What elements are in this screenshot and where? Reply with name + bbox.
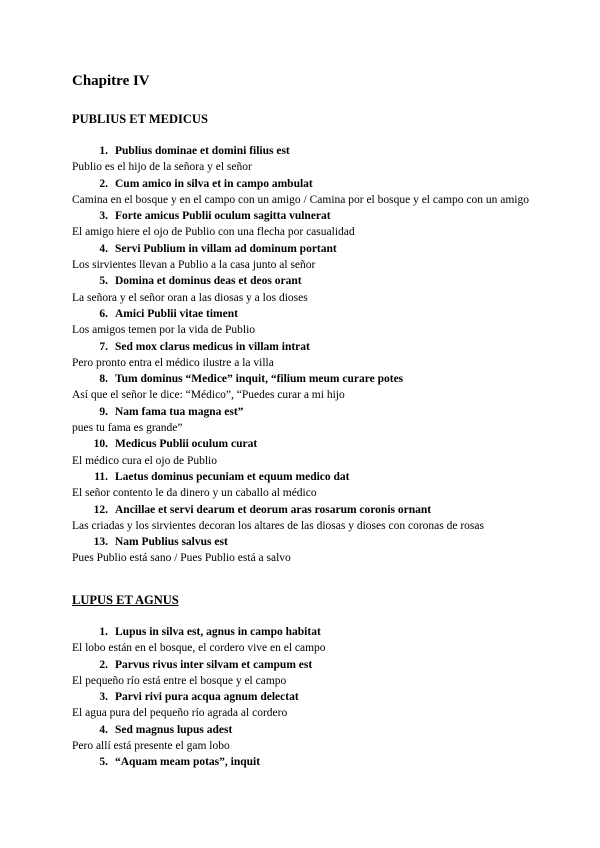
list-item: [72, 469, 532, 502]
item-number: 11.: [94, 470, 108, 483]
latin-sentence: [72, 436, 532, 452]
list-item: [72, 404, 532, 437]
publius-item-list: [72, 143, 532, 567]
latin-sentence: [72, 208, 532, 224]
latin-text: Medicus Publii oculum curat: [115, 438, 258, 451]
section-title-lupus: LUPUS ET AGNUS: [72, 593, 179, 607]
latin-text: Laetus dominus pecuniam et equum medico dat: [115, 470, 350, 483]
item-number: 10.: [93, 438, 108, 451]
latin-sentence: [72, 176, 532, 192]
latin-text: Nam Publius salvus est: [115, 536, 228, 549]
spanish-translation: Camina en el bosque y en el campo con un amigo / Camina por el bosque y el campo con un amigo: [72, 193, 530, 206]
list-item: [72, 534, 532, 567]
item-number: 6.: [99, 307, 108, 320]
latin-sentence: [72, 306, 532, 322]
latin-sentence: [72, 469, 532, 485]
item-number: 9.: [99, 405, 108, 418]
latin-text: Parvi rivi pura acqua agnum delectat: [115, 691, 299, 704]
list-item: [72, 689, 532, 722]
latin-text: Ancillae et servi dearum et deorum aras rosarum coronis ornant: [115, 503, 432, 516]
item-number: 7.: [99, 340, 108, 353]
item-number: 3.: [99, 691, 108, 704]
spanish-translation: Las criadas y los sirvientes decoran los altares de las diosas y dioses con coronas de rosas: [72, 519, 484, 532]
latin-text: Nam fama tua magna est”: [115, 405, 244, 418]
spanish-translation: Así que el señor le dice: “Médico”, “Puedes curar a mi hijo: [72, 389, 345, 402]
latin-sentence: [72, 624, 532, 640]
list-item: [72, 143, 532, 176]
item-number: 5.: [99, 275, 108, 288]
item-number: 4.: [99, 242, 108, 255]
list-item: [72, 754, 532, 770]
section-title-publius: PUBLIUS ET MEDICUS: [72, 112, 208, 126]
spanish-translation: La señora y el señor oran a las diosas y a los dioses: [72, 291, 308, 304]
spanish-translation: Los amigos temen por la vida de Publio: [72, 324, 256, 337]
list-item: [72, 657, 532, 690]
latin-text: Publius dominae et domini filius est: [115, 145, 290, 157]
latin-text: Lupus in silva est, agnus in campo habitat: [115, 626, 321, 638]
item-number: 2.: [99, 658, 108, 671]
spanish-translation: El pequeño río está entre el bosque y el campo: [72, 674, 287, 687]
latin-text: Amici Publii vitae timent: [115, 307, 238, 320]
latin-sentence: [72, 689, 532, 705]
latin-text: Tum dominus “Medice” inquit, “filium meum curare potes: [115, 373, 404, 386]
latin-sentence: [72, 339, 532, 355]
list-item: [72, 436, 532, 469]
spanish-translation: Pero pronto entra el médico ilustre a la villa: [72, 356, 274, 369]
latin-text: Servi Publium in villam ad dominum portant: [115, 242, 337, 255]
spanish-translation: El médico cura el ojo de Publio: [72, 454, 217, 467]
lupus-item-list: [72, 624, 532, 771]
latin-sentence: [72, 657, 532, 673]
list-item: [72, 176, 532, 209]
spanish-translation: El lobo están en el bosque, el cordero vive en el campo: [72, 642, 326, 655]
item-number: 3.: [99, 210, 108, 223]
item-number: 8.: [99, 373, 108, 386]
spanish-translation: Publio es el hijo de la señora y el señor: [72, 161, 252, 174]
latin-text: Forte amicus Publii oculum sagitta vulnerat: [115, 210, 331, 223]
item-number: 2.: [99, 177, 108, 190]
list-item: [72, 371, 532, 404]
item-number: 5.: [99, 756, 108, 769]
item-number: 1.: [99, 626, 108, 638]
list-item: [72, 339, 532, 372]
chapter-title: Chapitre IV: [72, 73, 150, 89]
spanish-translation: El agua pura del pequeño río agrada al cordero: [72, 707, 288, 720]
latin-sentence: [72, 404, 532, 420]
list-item: [72, 241, 532, 274]
spanish-translation: pues tu fama es grande”: [72, 422, 183, 435]
latin-sentence: [72, 502, 532, 518]
latin-text: Sed magnus lupus adest: [115, 723, 233, 736]
spanish-translation: El amigo hiere el ojo de Publio con una flecha por casualidad: [72, 226, 355, 239]
list-item: [72, 502, 532, 535]
latin-sentence: [72, 241, 532, 257]
item-number: 13.: [93, 536, 108, 549]
list-item: [72, 722, 532, 755]
list-item: [72, 273, 532, 306]
spanish-translation: Pero allí está presente el gam lobo: [72, 740, 230, 753]
spanish-translation: Los sirvientes llevan a Publio a la casa junto al señor: [72, 259, 316, 272]
latin-sentence: [72, 143, 532, 159]
latin-sentence: [72, 273, 532, 289]
latin-text: Parvus rivus inter silvam et campum est: [115, 658, 313, 671]
latin-text: Cum amico in silva et in campo ambulat: [115, 177, 313, 190]
list-item: [72, 208, 532, 241]
latin-text: “Aquam meam potas”, inquit: [115, 756, 261, 769]
latin-sentence: [72, 722, 532, 738]
item-number: 1.: [99, 145, 108, 157]
spanish-translation: Pues Publio está sano / Pues Publio está a salvo: [72, 552, 291, 565]
spanish-translation: El señor contento le da dinero y un caballo al médico: [72, 487, 317, 500]
latin-sentence: [72, 754, 532, 770]
item-number: 12.: [93, 503, 108, 516]
item-number: 4.: [99, 723, 108, 736]
list-item: [72, 624, 532, 657]
latin-sentence: [72, 371, 532, 387]
latin-text: Domina et dominus deas et deos orant: [115, 275, 302, 288]
latin-sentence: [72, 534, 532, 550]
latin-text: Sed mox clarus medicus in villam intrat: [115, 340, 310, 353]
list-item: [72, 306, 532, 339]
